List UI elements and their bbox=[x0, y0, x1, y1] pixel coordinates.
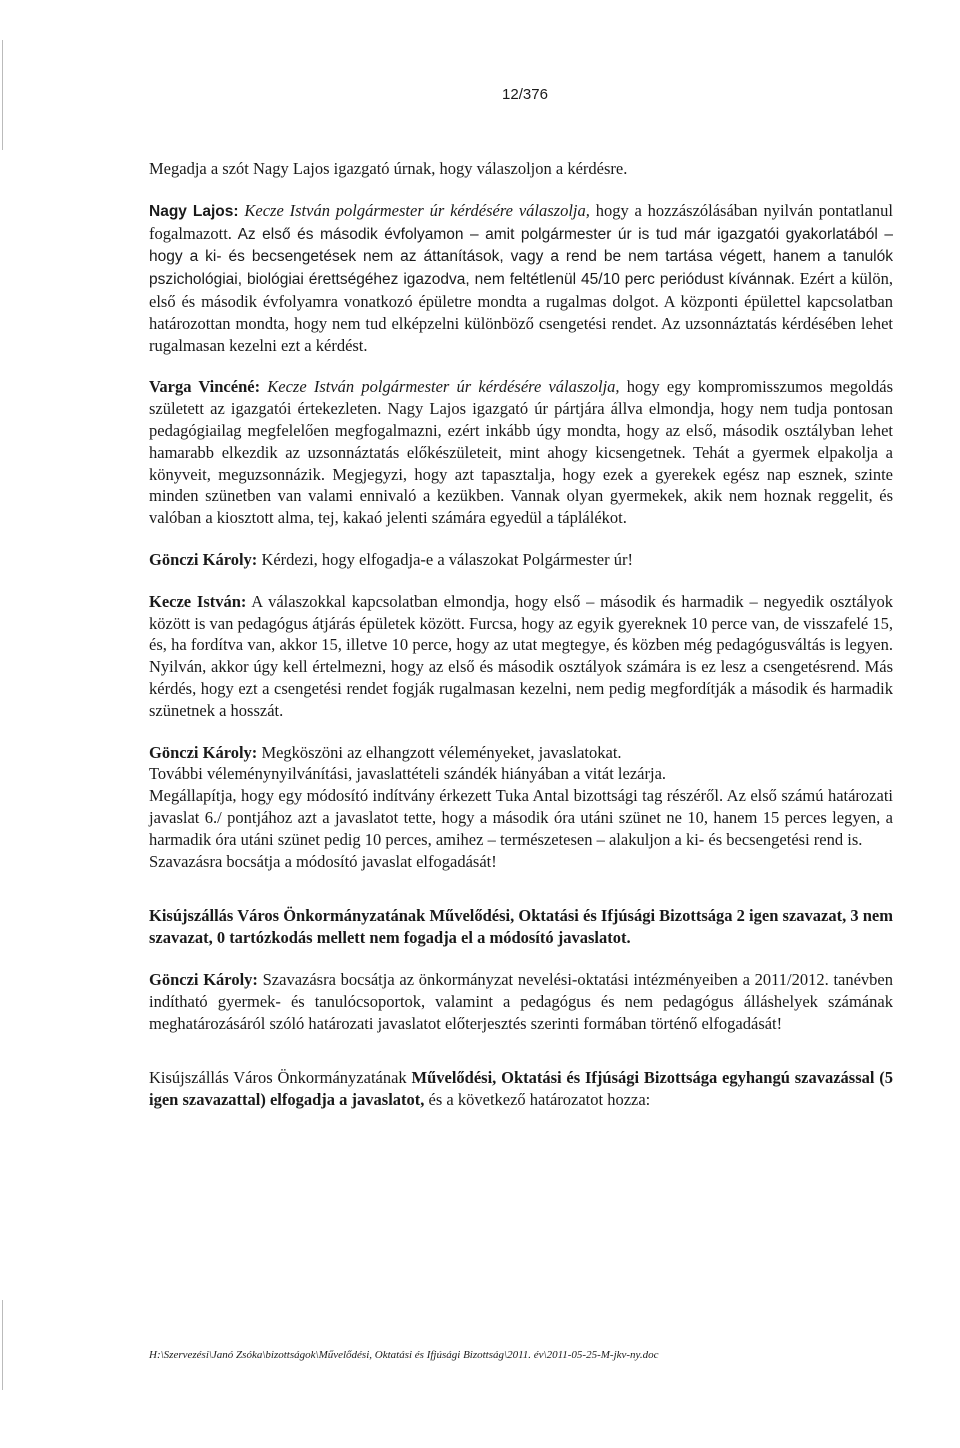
paragraph-gonczi-3 bbox=[149, 969, 893, 1034]
paragraph-varga-vincene bbox=[149, 376, 893, 529]
paragraph-text: hogy a hozzászólásában nyilván pontatlanul fogalmazott. bbox=[149, 200, 893, 243]
file-path-footer: H:\Szervezési\Janó Zsóka\bizottságok\Művelődési, Oktatási és Ifjúsági Bizottság\2011. év\2011-05-25-M-jkv-ny.doc bbox=[149, 1349, 659, 1361]
paragraph-text: További véleménynyilvánítási, javaslattételi szándék hiányában a vitát lezárja. bbox=[149, 764, 667, 784]
scan-edge-mark bbox=[2, 1300, 3, 1390]
paragraph-nagy-lajos bbox=[149, 200, 893, 357]
speaker-name: Gönczi Károly: bbox=[149, 969, 258, 989]
paragraph-text: A válaszokkal kapcsolatban elmondja, hogy első – második és harmadik – negyedik osztályok között is van pedagógus átjárás épületek között. Furcsa, hogy az egyik gyereknek 10 perce van, de visszafelé 15, és, ha fordítva van, akkor 15, illetve 10 perce, hogy az utat megtegye, és közben még pedagógusváltás is legyen. Nyilván, akkor úgy kell értelmezni, hogy az első és második osztályok számára is ez lesz a csengetésrend. Más kérdés, hogy ezt a csengetési rendet fogják rugalmasan kezelni, nem pedig megfordítják a második és harmadik szünetnek a hosszát. bbox=[149, 591, 893, 720]
paragraph-intro: Megadja a szót Nagy Lajos igazgató úrnak, hogy válaszoljon a kérdésre. bbox=[149, 159, 628, 178]
speaker-name: Gönczi Károly: bbox=[149, 549, 258, 569]
paragraph-text: Kérdezi, hogy elfogadja-e a válaszokat Polgármester úr! bbox=[257, 549, 633, 569]
paragraph-text: Megállapítja, hogy egy módosító indítvány érkezett Tuka Antal bizottsági tag részéről. Az első számú határozati javaslat 6./ pontjához azt a javaslatot tette, hogy a második óra utáni szünet ne 10, hanem 15 perces legyen, a harmadik óra utáni szünet pedig 10 perces, amihez – természetesen – alakuljon a ki- és becsengetési rend is. bbox=[149, 786, 893, 849]
paragraph-text: Az első és második évfolyamon – amit polgármester úr is tud már igazgatói gyakorlatából – hogy a ki- és becsengetések nem az áttanítások, vagy a rend be nem tartása végett, hanem a tanulók pszichológiai, biológiai érettségéhez igazodva, nem feltétlenül 45/10 perc periódust kívánnak. bbox=[149, 225, 893, 289]
paragraph-text: Kisújszállás Város Önkormányzatának bbox=[149, 1068, 412, 1088]
resolution-rejected: Kisújszállás Város Önkormányzatának Művelődési, Oktatási és Ifjúsági Bizottsága 2 igen szavazat, 3 nem szavazat, 0 tartózkodás mellett nem fogadja el a módosító javaslatot. bbox=[149, 906, 893, 948]
italic-phrase: Kecze István polgármester úr kérdésére válaszolja, bbox=[267, 377, 620, 397]
paragraph-text: és a következő határozatot hozza: bbox=[424, 1090, 651, 1110]
paragraph-gonczi-2 bbox=[149, 742, 893, 873]
paragraph-text: hogy egy kompromisszumos megoldás született az igazgatói értekezleten. Nagy Lajos igazgató úr pártjára állva elmondja, hogy nem tudja pontosan pedagógiailag megfelelően megfogalmazni, ezért inkább úgy mondta, hogy az első, második osztályban lehet hamarabb elkezdik az uzsonnáztatás előkészületeit, mint ahogy kicsengetnek. Tehát a gyermek elpakolja a könyveit, meguzsonnázik. Megjegyzi, hogy azt tapasztalja, hogy ezek a gyerekek egész nap esznek, szinte minden szünetben van valami ennivaló a kezükben. Vannak olyan gyermekek, akik nem hoznak reggelit, és valóban a kiosztott alma, tej, kakaó jelenti számára egyedül a táplálékot. bbox=[149, 377, 893, 528]
speaker-name: Kecze István: bbox=[149, 591, 247, 611]
paragraph-text: Megköszöni az elhangzott véleményeket, javaslatokat. bbox=[257, 742, 622, 762]
paragraph-kecze-istvan bbox=[149, 591, 893, 722]
resolution-accepted bbox=[149, 1067, 893, 1111]
paragraph-gonczi-1 bbox=[149, 549, 893, 571]
paragraph-text: Szavazásra bocsátja az önkormányzat nevelési-oktatási intézményeiben a 2011/2012. tanévben indítható gyermek- és tanulócsoportok, valamint a pedagógus és nem pedagógus álláshelyek számának meghatározásáról szóló határozati javaslatot előterjesztés szerinti formában történő elfogadását! bbox=[149, 969, 893, 1033]
italic-phrase: Kecze István polgármester úr kérdésére válaszolja, bbox=[244, 200, 590, 220]
page-number: 12/376 bbox=[502, 86, 548, 103]
bold-phrase: Művelődési, Oktatási és Ifjúsági Bizottsága egyhangú szavazással (5 igen szavazattal) elfogadja a javaslatot, bbox=[149, 1068, 894, 1110]
paragraph-text: Ezért a külön, első és második évfolyamra vonatkozó épületre mondta a rugalmas dolgot. A központi épülettel kapcsolatban határozottan mondta, hogy nem tud elképzelni különböző csengetési rendet. Az uzsonnáztatás kérdésében lehet rugalmasan kezelni ezt a kérdést. bbox=[149, 269, 893, 355]
document-body bbox=[149, 158, 893, 1131]
speaker-name: Varga Vincéné: bbox=[149, 377, 261, 397]
speaker-name: Nagy Lajos: bbox=[149, 202, 239, 220]
paragraph-text: Szavazásra bocsátja a módosító javaslat elfogadását! bbox=[149, 851, 497, 871]
speaker-name: Gönczi Károly: bbox=[149, 742, 258, 762]
